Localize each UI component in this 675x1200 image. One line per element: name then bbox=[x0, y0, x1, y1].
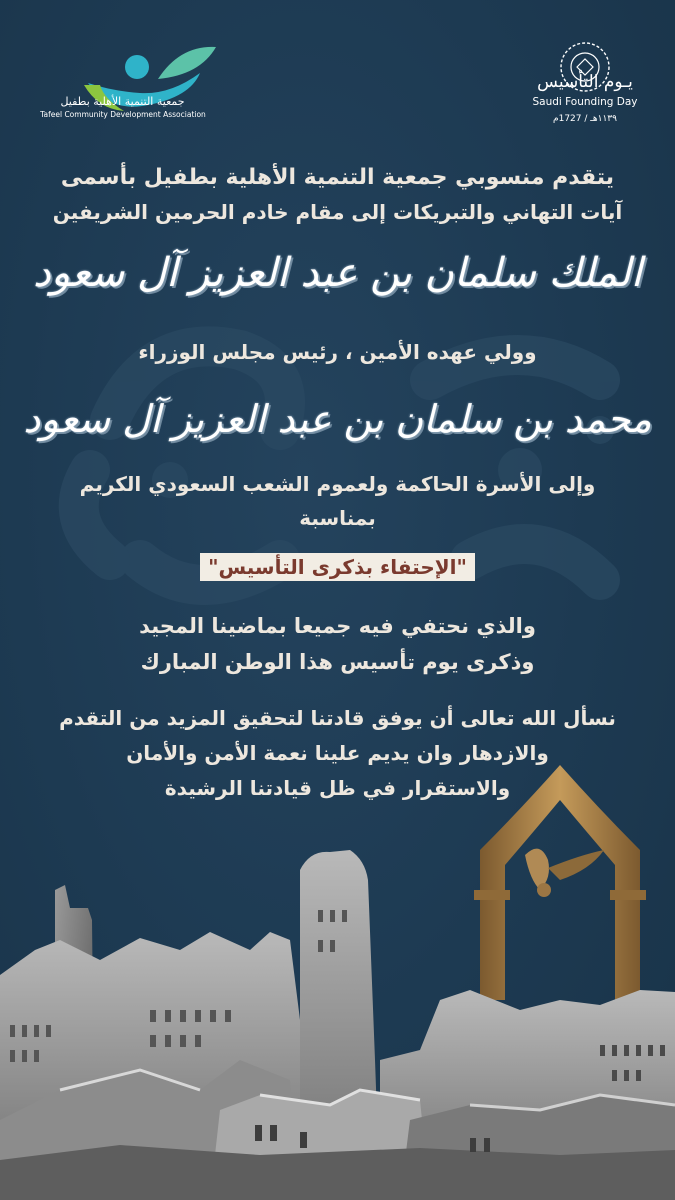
message-line-7: وذكرى يوم تأسيس هذا الوطن المبارك bbox=[140, 650, 535, 674]
message-line-8: نسأل الله تعالى أن يوفق قادتنا لتحقيق المزيد من التقدم bbox=[59, 706, 616, 730]
association-name-ar: جمعية التنمية الأهلية بطفيل bbox=[60, 95, 185, 108]
falcon-icon bbox=[525, 849, 604, 897]
king-name: الملك سلمان بن عبد العزيز آل سعود bbox=[33, 250, 642, 296]
founding-day-en: Saudi Founding Day bbox=[532, 96, 638, 108]
association-name-en: Tafeel Community Development Association bbox=[40, 110, 206, 119]
message-line-6: والذي نحتفي فيه جميعا بماضينا المجيد bbox=[139, 614, 536, 638]
message-line-3: وولي عهده الأمين ، رئيس مجلس الوزراء bbox=[138, 340, 537, 364]
founding-day-years: ١١٣٩هـ / 1727م bbox=[553, 114, 617, 124]
occasion-title: "الإحتفاء بذكرى التأسيس" bbox=[208, 555, 467, 579]
message-line-9: والازدهار وان يديم علينا نعمة الأمن والأمان bbox=[126, 741, 549, 765]
diriyah-ruins-illustration bbox=[0, 760, 675, 1200]
message-line-2: آيات التهاني والتبريكات إلى مقام خادم الحرمين الشريفين bbox=[52, 200, 623, 224]
founding-day-ar: يـوم التأسيس bbox=[537, 72, 633, 92]
message-line-10: والاستقرار في ظل قيادتنا الرشيدة bbox=[164, 776, 511, 800]
crown-prince-name: محمد بن سلمان بن عبد العزيز آل سعود bbox=[23, 397, 652, 441]
golden-arch bbox=[474, 765, 646, 1000]
message-line-1: يتقدم منسوبي جمعية التنمية الأهلية بطفيل بأسمى bbox=[60, 165, 615, 190]
message-line-5: بمناسبة bbox=[299, 506, 376, 530]
message-line-4: وإلى الأسرة الحاكمة ولعموم الشعب السعودي الكريم bbox=[79, 472, 596, 496]
